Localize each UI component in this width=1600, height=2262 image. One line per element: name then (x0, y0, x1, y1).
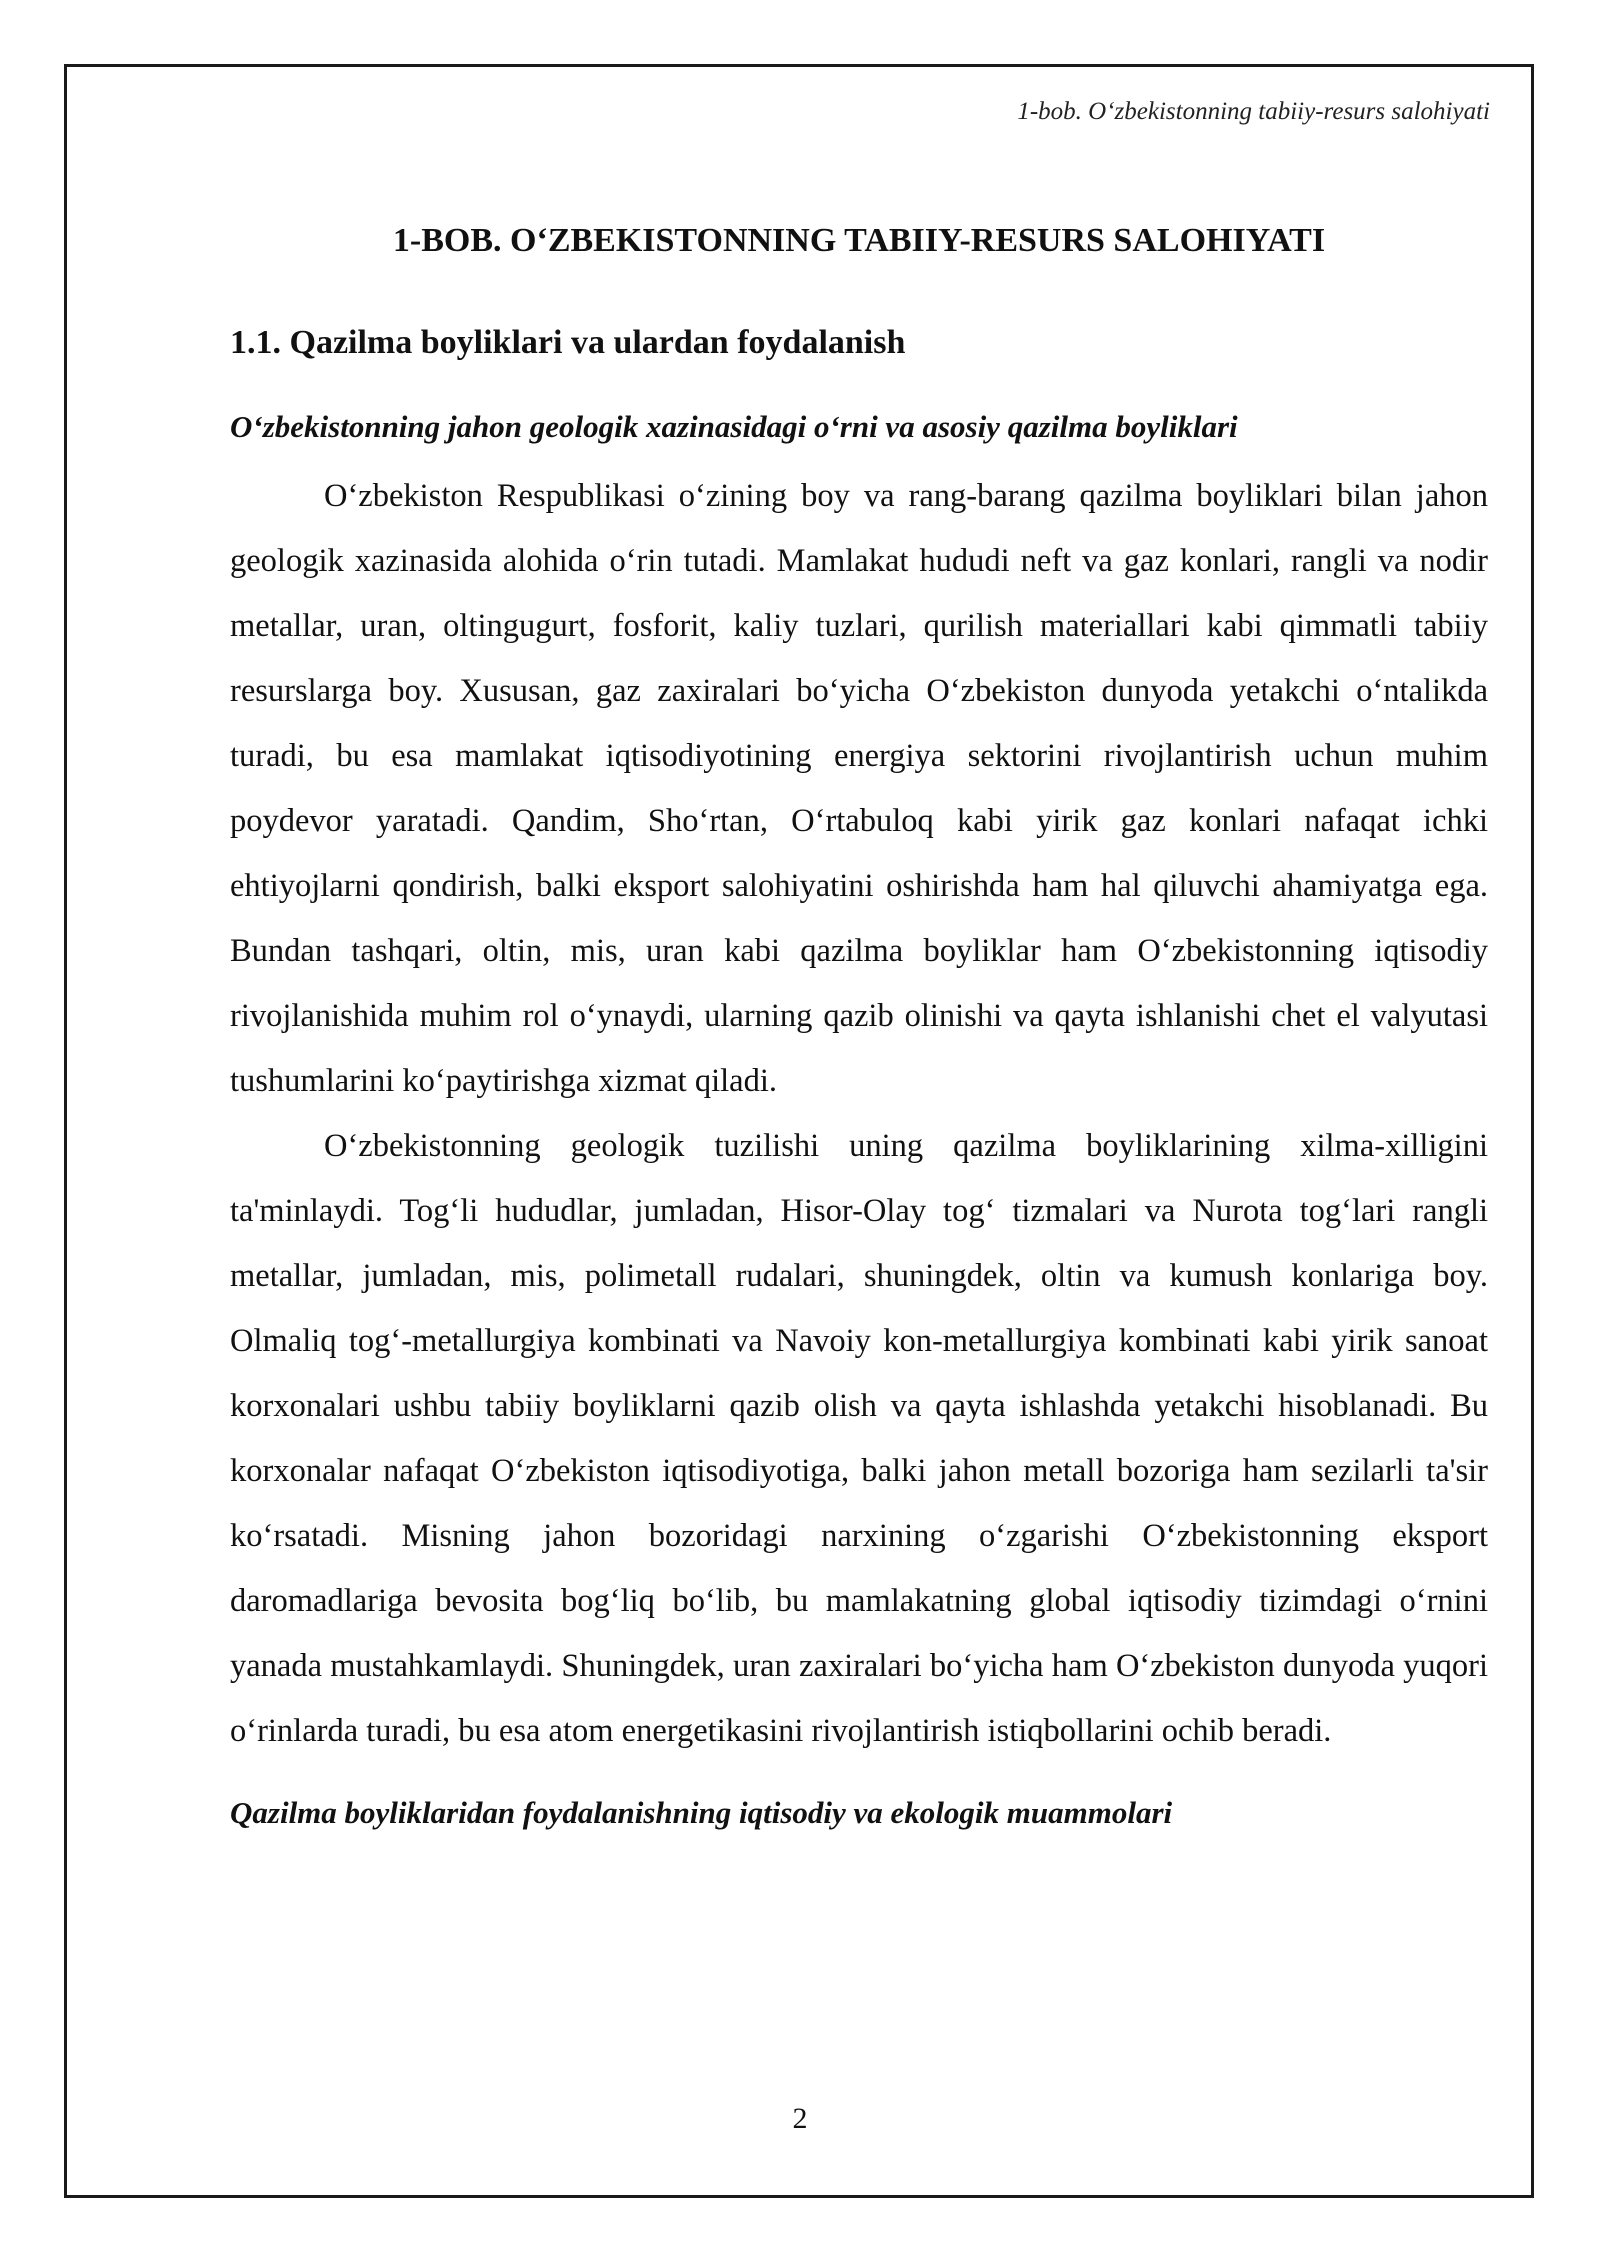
chapter-title: 1-BOB. O‘ZBEKISTONNING TABIIY-RESURS SALOHIYATI (392, 222, 1326, 259)
subsection-title: Qazilma boyliklaridan foydalanishning iqtisodiy va ekologik muammolari (230, 1795, 1173, 1830)
page-number: 2 (792, 2102, 808, 2135)
section-title: 1.1. Qazilma boyliklari va ulardan foydalanish (230, 324, 906, 361)
body-paragraph: O‘zbekiston Respublikasi o‘zining boy va rang-barang qazilma boyliklari bilan jahon geologik xazinasida alohida o‘rin tutadi. Mamlakat hududi neft va gaz konlari, rangli va nodir metallar, uran, oltingugurt, fosforit, kaliy tuzlari, qurilish materiallari kabi qimmatli tabiiy resurslarga boy. Xususan, gaz zaxiralari bo‘yicha O‘zbekiston dunyoda yetakchi o‘ntalikda turadi, bu esa mamlakat iqtisodiyotining energiya sektorini rivojlantirish uchun muhim poydevor yaratadi. Qandim, Sho‘rtan, O‘rtabuloq kabi yirik gaz konlari nafaqat ichki ehtiyojlarni qondirish, balki eksport salohiyatini oshirishda ham hal qiluvchi ahamiyatga ega. Bundan tashqari, oltin, mis, uran kabi qazilma boyliklar ham O‘zbekistonning iqtisodiy rivojlanishida muhim rol o‘ynaydi, ularning qazib olinishi va qayta ishlanishi chet el valyutasi tushumlarini ko‘paytirishga xizmat qiladi. (230, 478, 1488, 1099)
running-header: 1-bob. O‘zbekistonning tabiiy-resurs salohiyati (1017, 98, 1490, 125)
body-paragraph: O‘zbekistonning geologik tuzilishi uning qazilma boyliklarining xilma-xilligini ta'minlaydi. Tog‘li hududlar, jumladan, Hisor-Olay tog‘ tizmalari va Nurota tog‘lari rangli metallar, jumladan, mis, polimetall rudalari, shuningdek, oltin va kumush konlariga boy. Olmaliq tog‘-metallurgiya kombinati va Navoiy kon-metallurgiya kombinati kabi yirik sanoat korxonalari ushbu tabiiy boyliklarni qazib olish va qayta ishlashda yetakchi hisoblanadi. Bu korxonalar nafaqat O‘zbekiston iqtisodiyotiga, balki jahon metall bozoriga ham sezilarli ta'sir ko‘rsatadi. Misning jahon bozoridagi narxining o‘zgarishi O‘zbekistonning eksport daromadlariga bevosita bog‘liq bo‘lib, bu mamlakatning global iqtisodiy tizimdagi o‘rnini yanada mustahkamlaydi. Shuningdek, uran zaxiralari bo‘yicha ham O‘zbekiston dunyoda yuqori o‘rinlarda turadi, bu esa atom energetikasini rivojlantirish istiqbollarini ochib beradi. (230, 1128, 1488, 1749)
page-body (230, 218, 1488, 1834)
subsection-title: O‘zbekistonning jahon geologik xazinasidagi o‘rni va asosiy qazilma boyliklari (230, 409, 1238, 444)
